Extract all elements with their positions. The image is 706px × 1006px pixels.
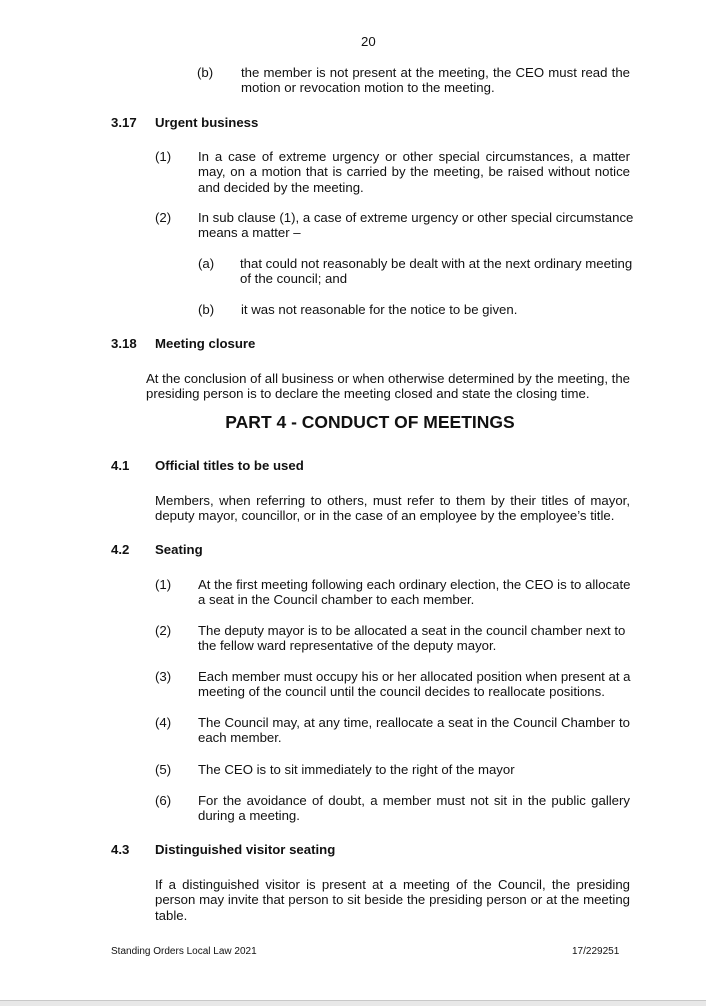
- section-number: 4.2: [111, 542, 130, 557]
- section-heading: Distinguished visitor seating: [155, 842, 336, 857]
- list-item-label: (2): [155, 210, 172, 225]
- list-item-text: The CEO is to sit immediately to the right of the mayor: [198, 762, 515, 777]
- section-number: 3.17: [111, 115, 137, 130]
- part-title: PART 4 - CONDUCT OF MEETINGS: [225, 412, 515, 432]
- section-body: If a distinguished visitor is present at a meeting of the Council, the presiding person may invite that person to sit beside the presiding person or at the meeting table.: [155, 877, 630, 923]
- list-item-label: (4): [155, 715, 172, 730]
- section-number: 4.1: [111, 458, 130, 473]
- section-number: 4.3: [111, 842, 130, 857]
- section-heading: Meeting closure: [155, 336, 256, 351]
- list-item-text: the member is not present at the meeting, the CEO must read the motion or revocation motion to the meeting.: [241, 65, 630, 96]
- list-item-text: The deputy mayor is to be allocated a seat in the council chamber next to the fellow ward representative of the deputy mayor.: [198, 623, 626, 654]
- list-item-label: (1): [155, 577, 172, 592]
- section-body: Members, when referring to others, must refer to them by their titles of mayor, deputy mayor, councillor, or in the case of an employee by the employee’s title.: [155, 493, 630, 524]
- list-item-text: At the first meeting following each ordinary election, the CEO is to allocate a seat in the Council chamber to each member.: [198, 577, 631, 608]
- section-body: At the conclusion of all business or when otherwise determined by the meeting, the presiding person is to declare the meeting closed and state the closing time.: [146, 371, 630, 402]
- list-item-text: In a case of extreme urgency or other special circumstances, a matter may, on a motion that is carried by the meeting, be raised without notice and decided by the meeting.: [198, 149, 630, 195]
- list-item-text: The Council may, at any time, reallocate a seat in the Council Chamber to each member.: [198, 715, 630, 746]
- page-number: 20: [361, 34, 376, 49]
- list-item-label: (3): [155, 669, 172, 684]
- section-heading: Urgent business: [155, 115, 259, 130]
- list-item-text: For the avoidance of doubt, a member must not sit in the public gallery during a meeting.: [198, 793, 630, 824]
- list-item-label: (5): [155, 762, 172, 777]
- list-item-label: (1): [155, 149, 172, 164]
- list-item-label: (b): [197, 65, 214, 80]
- list-item-text: In sub clause (1), a case of extreme urgency or other special circumstance means a matter –: [198, 210, 634, 241]
- list-item-text: Each member must occupy his or her allocated position when present at a meeting of the council until the council decides to reallocate positions.: [198, 669, 631, 700]
- page-bottom-edge: [0, 1000, 706, 1006]
- list-item-label: (2): [155, 623, 172, 638]
- sub-item-text: it was not reasonable for the notice to be given.: [241, 302, 518, 317]
- section-number: 3.18: [111, 336, 137, 351]
- sub-item-text: that could not reasonably be dealt with at the next ordinary meeting of the council; and: [240, 256, 633, 287]
- footer-document-title: Standing Orders Local Law 2021: [111, 946, 257, 957]
- sub-item-label: (a): [198, 256, 215, 271]
- list-item-label: (6): [155, 793, 172, 808]
- footer-reference: 17/229251: [572, 946, 620, 957]
- sub-item-label: (b): [198, 302, 215, 317]
- section-heading: Official titles to be used: [155, 458, 304, 473]
- section-heading: Seating: [155, 542, 203, 557]
